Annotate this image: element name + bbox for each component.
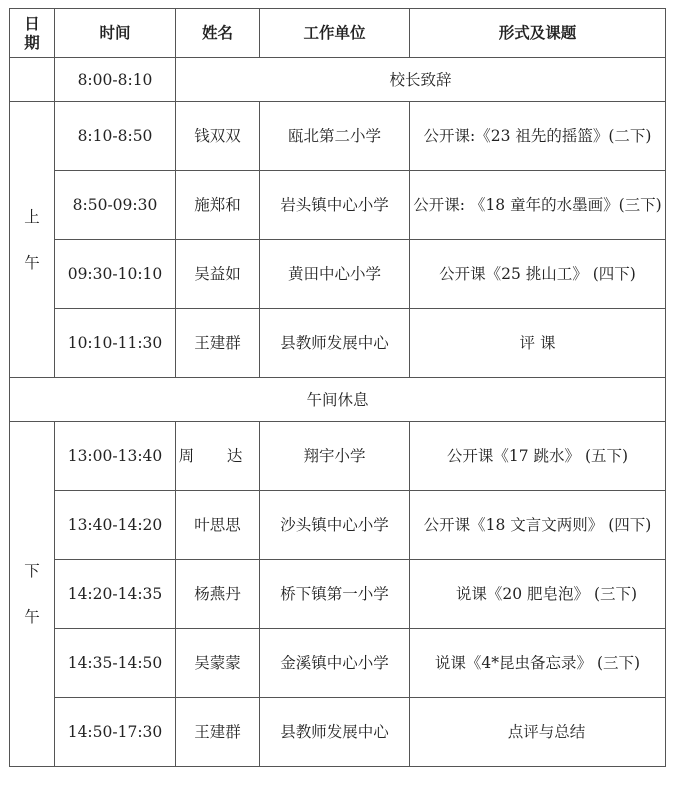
row-time: 13:40-14:20 bbox=[55, 491, 176, 560]
row-time: 13:00-13:40 bbox=[55, 422, 176, 491]
row-unit: 沙头镇中心小学 bbox=[260, 491, 410, 560]
header-time: 时间 bbox=[55, 9, 176, 58]
row-topic: 公开课:《23 祖先的摇篮》(二下) bbox=[410, 102, 666, 171]
opening-time: 8:00-8:10 bbox=[55, 58, 176, 102]
lunch-row bbox=[10, 378, 666, 422]
session-morning: 上 午 bbox=[10, 102, 55, 378]
row-name: 施郑和 bbox=[176, 171, 260, 240]
table-row bbox=[10, 560, 666, 629]
row-topic: 公开课《17 跳水》 (五下) bbox=[410, 422, 666, 491]
row-time: 14:35-14:50 bbox=[55, 629, 176, 698]
row-unit: 翔宇小学 bbox=[260, 422, 410, 491]
row-name: 周 达 bbox=[176, 422, 260, 491]
row-time: 14:20-14:35 bbox=[55, 560, 176, 629]
table-row bbox=[10, 422, 666, 491]
header-unit: 工作单位 bbox=[260, 9, 410, 58]
row-topic: 说课《4*昆虫备忘录》 (三下) bbox=[410, 629, 666, 698]
row-topic: 评 课 bbox=[410, 309, 666, 378]
row-unit: 瓯北第二小学 bbox=[260, 102, 410, 171]
schedule-table bbox=[9, 8, 666, 767]
row-time: 14:50-17:30 bbox=[55, 698, 176, 767]
row-time: 10:10-11:30 bbox=[55, 309, 176, 378]
opening-label: 校长致辞 bbox=[176, 58, 666, 102]
table-row bbox=[10, 102, 666, 171]
row-unit: 岩头镇中心小学 bbox=[260, 171, 410, 240]
row-name: 吴益如 bbox=[176, 240, 260, 309]
row-unit: 县教师发展中心 bbox=[260, 309, 410, 378]
row-name: 吴蒙蒙 bbox=[176, 629, 260, 698]
table-row bbox=[10, 309, 666, 378]
row-topic: 说课《20 肥皂泡》 (三下) bbox=[410, 560, 666, 629]
opening-row bbox=[10, 58, 666, 102]
table-row bbox=[10, 171, 666, 240]
row-unit: 桥下镇第一小学 bbox=[260, 560, 410, 629]
row-time: 8:10-8:50 bbox=[55, 102, 176, 171]
opening-date-cell bbox=[10, 58, 55, 102]
row-topic: 公开课: 《18 童年的水墨画》(三下) bbox=[410, 171, 666, 240]
table-row bbox=[10, 629, 666, 698]
row-topic: 公开课《25 挑山工》 (四下) bbox=[410, 240, 666, 309]
row-time: 09:30-10:10 bbox=[55, 240, 176, 309]
row-time: 8:50-09:30 bbox=[55, 171, 176, 240]
row-name: 王建群 bbox=[176, 309, 260, 378]
row-name: 王建群 bbox=[176, 698, 260, 767]
header-name: 姓名 bbox=[176, 9, 260, 58]
header-row bbox=[10, 9, 666, 58]
row-name: 杨燕丹 bbox=[176, 560, 260, 629]
header-date: 日 期 bbox=[10, 9, 55, 58]
header-topic: 形式及课题 bbox=[410, 9, 666, 58]
row-name: 叶思思 bbox=[176, 491, 260, 560]
row-unit: 县教师发展中心 bbox=[260, 698, 410, 767]
row-name: 钱双双 bbox=[176, 102, 260, 171]
table-row bbox=[10, 240, 666, 309]
row-unit: 黄田中心小学 bbox=[260, 240, 410, 309]
table-row bbox=[10, 491, 666, 560]
row-topic: 点评与总结 bbox=[410, 698, 666, 767]
table-row bbox=[10, 698, 666, 767]
lunch-label: 午间休息 bbox=[10, 378, 666, 422]
session-afternoon: 下 午 bbox=[10, 422, 55, 767]
row-topic: 公开课《18 文言文两则》 (四下) bbox=[410, 491, 666, 560]
row-unit: 金溪镇中心小学 bbox=[260, 629, 410, 698]
